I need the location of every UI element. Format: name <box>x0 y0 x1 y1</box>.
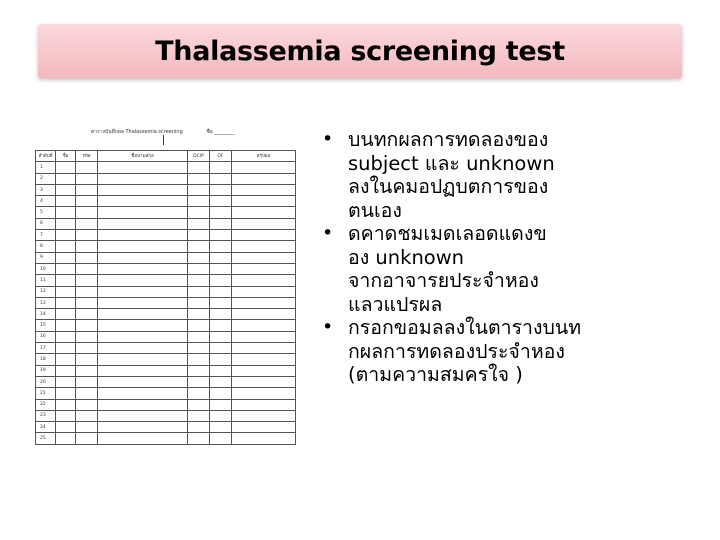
empty-cell <box>98 297 188 308</box>
row-number: 16 <box>36 331 56 342</box>
empty-cell <box>210 218 232 229</box>
empty-cell <box>188 241 210 252</box>
empty-cell <box>76 399 98 410</box>
row-number: 11 <box>36 275 56 286</box>
worksheet-row <box>36 309 296 320</box>
empty-cell <box>188 297 210 308</box>
empty-cell <box>76 422 98 433</box>
worksheet-table <box>35 150 296 445</box>
empty-cell <box>56 388 76 399</box>
empty-cell <box>188 320 210 331</box>
empty-cell <box>188 343 210 354</box>
bullet-item: • ดคาดชมเมดเลอดแดงข อง unknown จากอาจารยประจำหอง แลวแปรผล <box>322 222 547 316</box>
empty-cell <box>76 331 98 342</box>
empty-cell <box>56 331 76 342</box>
empty-cell <box>188 433 210 444</box>
empty-cell <box>98 331 188 342</box>
empty-cell <box>188 376 210 387</box>
worksheet-header-row <box>36 151 296 162</box>
empty-cell <box>188 309 210 320</box>
row-number: 13 <box>36 297 56 308</box>
empty-cell <box>188 252 210 263</box>
empty-cell <box>56 343 76 354</box>
empty-cell <box>232 297 296 308</box>
empty-cell <box>210 388 232 399</box>
empty-cell <box>210 230 232 241</box>
slide-title: Thalassemia screening test <box>155 35 565 67</box>
worksheet-row <box>36 286 296 297</box>
empty-cell <box>232 433 296 444</box>
empty-cell <box>98 263 188 274</box>
empty-cell <box>76 218 98 229</box>
empty-cell <box>56 218 76 229</box>
empty-cell <box>76 410 98 421</box>
row-number: 2 <box>36 173 56 184</box>
empty-cell <box>56 252 76 263</box>
empty-cell <box>232 196 296 207</box>
worksheet-row <box>36 399 296 410</box>
empty-cell <box>56 184 76 195</box>
empty-cell <box>76 309 98 320</box>
worksheet-row <box>36 422 296 433</box>
row-number: 12 <box>36 286 56 297</box>
empty-cell <box>76 173 98 184</box>
empty-cell <box>210 162 232 173</box>
empty-cell <box>188 184 210 195</box>
worksheet-name-label: ชื่อ ________ <box>206 129 235 135</box>
bullet-list <box>316 128 696 387</box>
worksheet-row <box>36 162 296 173</box>
empty-cell <box>188 399 210 410</box>
worksheet-row <box>36 252 296 263</box>
empty-cell <box>210 376 232 387</box>
empty-cell <box>98 286 188 297</box>
empty-cell <box>188 230 210 241</box>
empty-cell <box>56 207 76 218</box>
worksheet-row <box>36 173 296 184</box>
row-number: 3 <box>36 184 56 195</box>
empty-cell <box>56 376 76 387</box>
empty-cell <box>210 297 232 308</box>
empty-cell <box>98 218 188 229</box>
row-number: 7 <box>36 230 56 241</box>
empty-cell <box>210 275 232 286</box>
empty-cell <box>76 365 98 376</box>
empty-cell <box>188 207 210 218</box>
empty-cell <box>188 388 210 399</box>
empty-cell <box>56 309 76 320</box>
worksheet-row <box>36 297 296 308</box>
empty-cell <box>56 433 76 444</box>
empty-cell <box>232 162 296 173</box>
empty-cell <box>56 196 76 207</box>
empty-cell <box>76 433 98 444</box>
worksheet-row <box>36 343 296 354</box>
empty-cell <box>210 252 232 263</box>
empty-cell <box>98 309 188 320</box>
empty-cell <box>76 388 98 399</box>
worksheet-row <box>36 410 296 421</box>
empty-cell <box>56 320 76 331</box>
empty-cell <box>56 275 76 286</box>
empty-cell <box>210 433 232 444</box>
empty-cell <box>232 388 296 399</box>
row-number: 20 <box>36 376 56 387</box>
empty-cell <box>56 162 76 173</box>
empty-cell <box>76 263 98 274</box>
empty-cell <box>210 320 232 331</box>
empty-cell <box>188 263 210 274</box>
empty-cell <box>210 241 232 252</box>
empty-cell <box>76 343 98 354</box>
empty-cell <box>232 286 296 297</box>
empty-cell <box>98 275 188 286</box>
worksheet-row <box>36 354 296 365</box>
empty-cell <box>76 376 98 387</box>
empty-cell <box>98 241 188 252</box>
empty-cell <box>98 252 188 263</box>
empty-cell <box>76 320 98 331</box>
column-header: ชื่อ <box>56 151 76 162</box>
empty-cell <box>232 241 296 252</box>
worksheet-row <box>36 388 296 399</box>
empty-cell <box>98 365 188 376</box>
empty-cell <box>188 286 210 297</box>
worksheet-row <box>36 230 296 241</box>
row-number: 6 <box>36 218 56 229</box>
empty-cell <box>56 410 76 421</box>
bullet-dot: • <box>322 128 334 150</box>
empty-cell <box>56 399 76 410</box>
empty-cell <box>188 331 210 342</box>
worksheet-title: ตารางบันทึกผล Thalassemia screening <box>91 129 183 135</box>
empty-cell <box>188 365 210 376</box>
row-number: 5 <box>36 207 56 218</box>
empty-cell <box>98 162 188 173</box>
empty-cell <box>98 354 188 365</box>
empty-cell <box>76 297 98 308</box>
empty-cell <box>98 184 188 195</box>
row-number: 18 <box>36 354 56 365</box>
empty-cell <box>188 422 210 433</box>
empty-cell <box>76 354 98 365</box>
empty-cell <box>76 184 98 195</box>
empty-cell <box>56 241 76 252</box>
worksheet-row <box>36 196 296 207</box>
empty-cell <box>98 422 188 433</box>
worksheet-row <box>36 207 296 218</box>
row-number: 22 <box>36 399 56 410</box>
empty-cell <box>56 422 76 433</box>
empty-cell <box>232 343 296 354</box>
empty-cell <box>76 252 98 263</box>
row-number: 21 <box>36 388 56 399</box>
empty-cell <box>76 230 98 241</box>
empty-cell <box>98 207 188 218</box>
empty-cell <box>232 410 296 421</box>
column-header: ลำดับที่ <box>36 151 56 162</box>
worksheet-row <box>36 218 296 229</box>
empty-cell <box>76 286 98 297</box>
empty-cell <box>98 196 188 207</box>
empty-cell <box>56 263 76 274</box>
row-number: 25 <box>36 433 56 444</box>
column-header: รหัส <box>76 151 98 162</box>
empty-cell <box>210 309 232 320</box>
column-header: OF <box>210 151 232 162</box>
worksheet-row <box>36 365 296 376</box>
empty-cell <box>232 354 296 365</box>
empty-cell <box>210 410 232 421</box>
row-number: 14 <box>36 309 56 320</box>
worksheet-row <box>36 263 296 274</box>
empty-cell <box>232 207 296 218</box>
empty-cell <box>56 365 76 376</box>
row-number: 1 <box>36 162 56 173</box>
empty-cell <box>210 354 232 365</box>
empty-cell <box>188 354 210 365</box>
empty-cell <box>56 286 76 297</box>
empty-cell <box>56 297 76 308</box>
empty-cell <box>98 173 188 184</box>
empty-cell <box>232 275 296 286</box>
column-header: ชื่อนามสกุล <box>98 151 188 162</box>
empty-cell <box>232 218 296 229</box>
empty-cell <box>188 173 210 184</box>
empty-cell <box>98 399 188 410</box>
empty-cell <box>188 218 210 229</box>
row-number: 4 <box>36 196 56 207</box>
row-number: 9 <box>36 252 56 263</box>
empty-cell <box>210 196 232 207</box>
worksheet-image <box>35 120 295 460</box>
empty-cell <box>232 422 296 433</box>
bullet-dot: • <box>322 316 334 338</box>
empty-cell <box>232 309 296 320</box>
empty-cell <box>188 162 210 173</box>
empty-cell <box>210 286 232 297</box>
empty-cell <box>98 410 188 421</box>
column-header: สรุปผล <box>232 151 296 162</box>
empty-cell <box>232 230 296 241</box>
empty-cell <box>98 388 188 399</box>
worksheet-row <box>36 331 296 342</box>
empty-cell <box>232 173 296 184</box>
empty-cell <box>210 399 232 410</box>
empty-cell <box>98 320 188 331</box>
empty-cell <box>210 331 232 342</box>
empty-cell <box>188 410 210 421</box>
bullet-item: • กรอกขอมลลงในตารางบนท กผลการทดลองประจำหอง (ตามความสมครใจ ) <box>322 316 582 386</box>
empty-cell <box>210 207 232 218</box>
column-header: DCIP <box>188 151 210 162</box>
row-number: 15 <box>36 320 56 331</box>
empty-cell <box>76 162 98 173</box>
worksheet-row <box>36 275 296 286</box>
empty-cell <box>210 173 232 184</box>
empty-cell <box>98 376 188 387</box>
empty-cell <box>56 230 76 241</box>
empty-cell <box>76 207 98 218</box>
empty-cell <box>232 399 296 410</box>
row-number: 10 <box>36 263 56 274</box>
empty-cell <box>188 196 210 207</box>
empty-cell <box>76 241 98 252</box>
empty-cell <box>98 343 188 354</box>
text-cursor <box>163 135 164 145</box>
empty-cell <box>232 331 296 342</box>
bullet-item: • บนทกผลการทดลองของ subject และ unknown ลงในคมอปฏบตการของ ตนเอง <box>322 128 555 222</box>
empty-cell <box>210 184 232 195</box>
empty-cell <box>232 320 296 331</box>
worksheet-row <box>36 376 296 387</box>
empty-cell <box>98 433 188 444</box>
empty-cell <box>76 275 98 286</box>
empty-cell <box>232 376 296 387</box>
worksheet-row <box>36 184 296 195</box>
worksheet-row <box>36 241 296 252</box>
worksheet-row <box>36 433 296 444</box>
empty-cell <box>210 343 232 354</box>
empty-cell <box>56 173 76 184</box>
row-number: 23 <box>36 410 56 421</box>
row-number: 8 <box>36 241 56 252</box>
row-number: 17 <box>36 343 56 354</box>
empty-cell <box>232 263 296 274</box>
empty-cell <box>76 196 98 207</box>
empty-cell <box>98 230 188 241</box>
empty-cell <box>188 275 210 286</box>
row-number: 24 <box>36 422 56 433</box>
empty-cell <box>232 184 296 195</box>
empty-cell <box>232 365 296 376</box>
empty-cell <box>210 263 232 274</box>
empty-cell <box>56 354 76 365</box>
empty-cell <box>210 365 232 376</box>
empty-cell <box>210 422 232 433</box>
empty-cell <box>232 252 296 263</box>
worksheet-row <box>36 320 296 331</box>
title-banner <box>38 24 682 78</box>
bullet-dot: • <box>322 222 334 244</box>
row-number: 19 <box>36 365 56 376</box>
